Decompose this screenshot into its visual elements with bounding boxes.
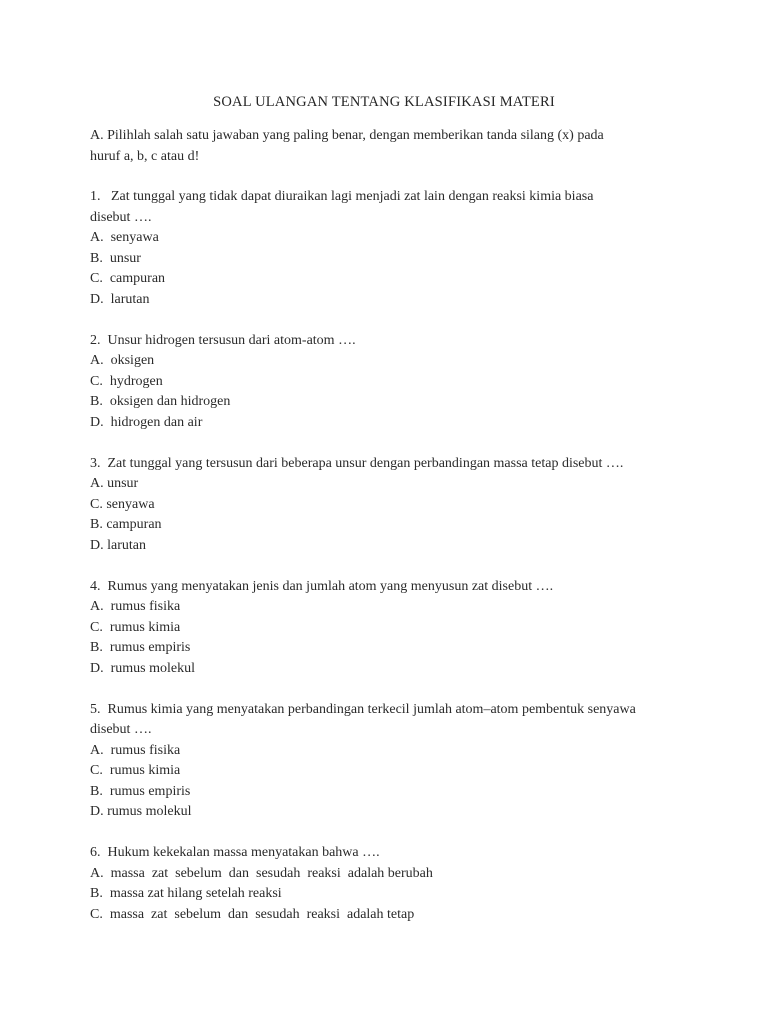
question-1-option-d: D. larutan [90, 292, 150, 307]
question-3-option-1: A. unsur [90, 476, 139, 491]
question-4-stem: 4. Rumus yang menyatakan jenis dan jumlah atom yang menyusun zat disebut …. [90, 579, 554, 594]
question-6-option-a: A. massa zat sebelum dan sesudah reaksi adalah berubah [90, 866, 433, 881]
question-5-option-4: D. rumus molekul [90, 804, 192, 819]
question-4-option-4: D. rumus molekul [90, 661, 195, 676]
question-3-option-3: B. campuran [90, 517, 162, 532]
instructions-line-2: huruf a, b, c atau d! [90, 149, 200, 164]
question-5-option-1: A. rumus fisika [90, 743, 181, 758]
question-1-option-b: B. unsur [90, 251, 141, 266]
question-4-option-3: B. rumus empiris [90, 640, 191, 655]
question-2-option-4: D. hidrogen dan air [90, 415, 203, 430]
question-4-option-1: A. rumus fisika [90, 599, 181, 614]
question-1-stem-line-1: 1. Zat tunggal yang tidak dapat diuraikan lagi menjadi zat lain dengan reaksi kimia biasa [90, 189, 594, 204]
question-2-option-2: C. hydrogen [90, 374, 163, 389]
question-2-stem: 2. Unsur hidrogen tersusun dari atom-atom …. [90, 333, 356, 348]
question-5-option-3: B. rumus empiris [90, 784, 191, 799]
question-6-option-c: C. massa zat sebelum dan sesudah reaksi adalah tetap [90, 907, 415, 922]
question-5-option-2: C. rumus kimia [90, 763, 181, 778]
question-3-option-4: D. larutan [90, 538, 146, 553]
question-1-option-c: C. campuran [90, 271, 166, 286]
question-4-option-2: C. rumus kimia [90, 620, 181, 635]
question-2-option-1: A. oksigen [90, 353, 155, 368]
question-3-option-2: C. senyawa [90, 497, 155, 512]
question-5-stem-line-1: 5. Rumus kimia yang menyatakan perbandingan terkecil jumlah atom–atom pembentuk senyawa [90, 702, 636, 717]
question-3-stem: 3. Zat tunggal yang tersusun dari beberapa unsur dengan perbandingan massa tetap disebut …. [90, 456, 624, 471]
question-6-option-b: B. massa zat hilang setelah reaksi [90, 886, 282, 901]
document-title: SOAL ULANGAN TENTANG KLASIFIKASI MATERI [213, 94, 555, 110]
question-1-stem-line-2: disebut …. [90, 210, 152, 225]
question-5-stem-line-2: disebut …. [90, 722, 152, 737]
question-1-option-a: A. senyawa [90, 230, 159, 245]
question-6-stem: 6. Hukum kekekalan massa menyatakan bahwa …. [90, 845, 380, 860]
instructions-line-1: A. Pilihlah salah satu jawaban yang paling benar, dengan memberikan tanda silang (x) pada [90, 128, 604, 143]
question-2-option-3: B. oksigen dan hidrogen [90, 394, 231, 409]
